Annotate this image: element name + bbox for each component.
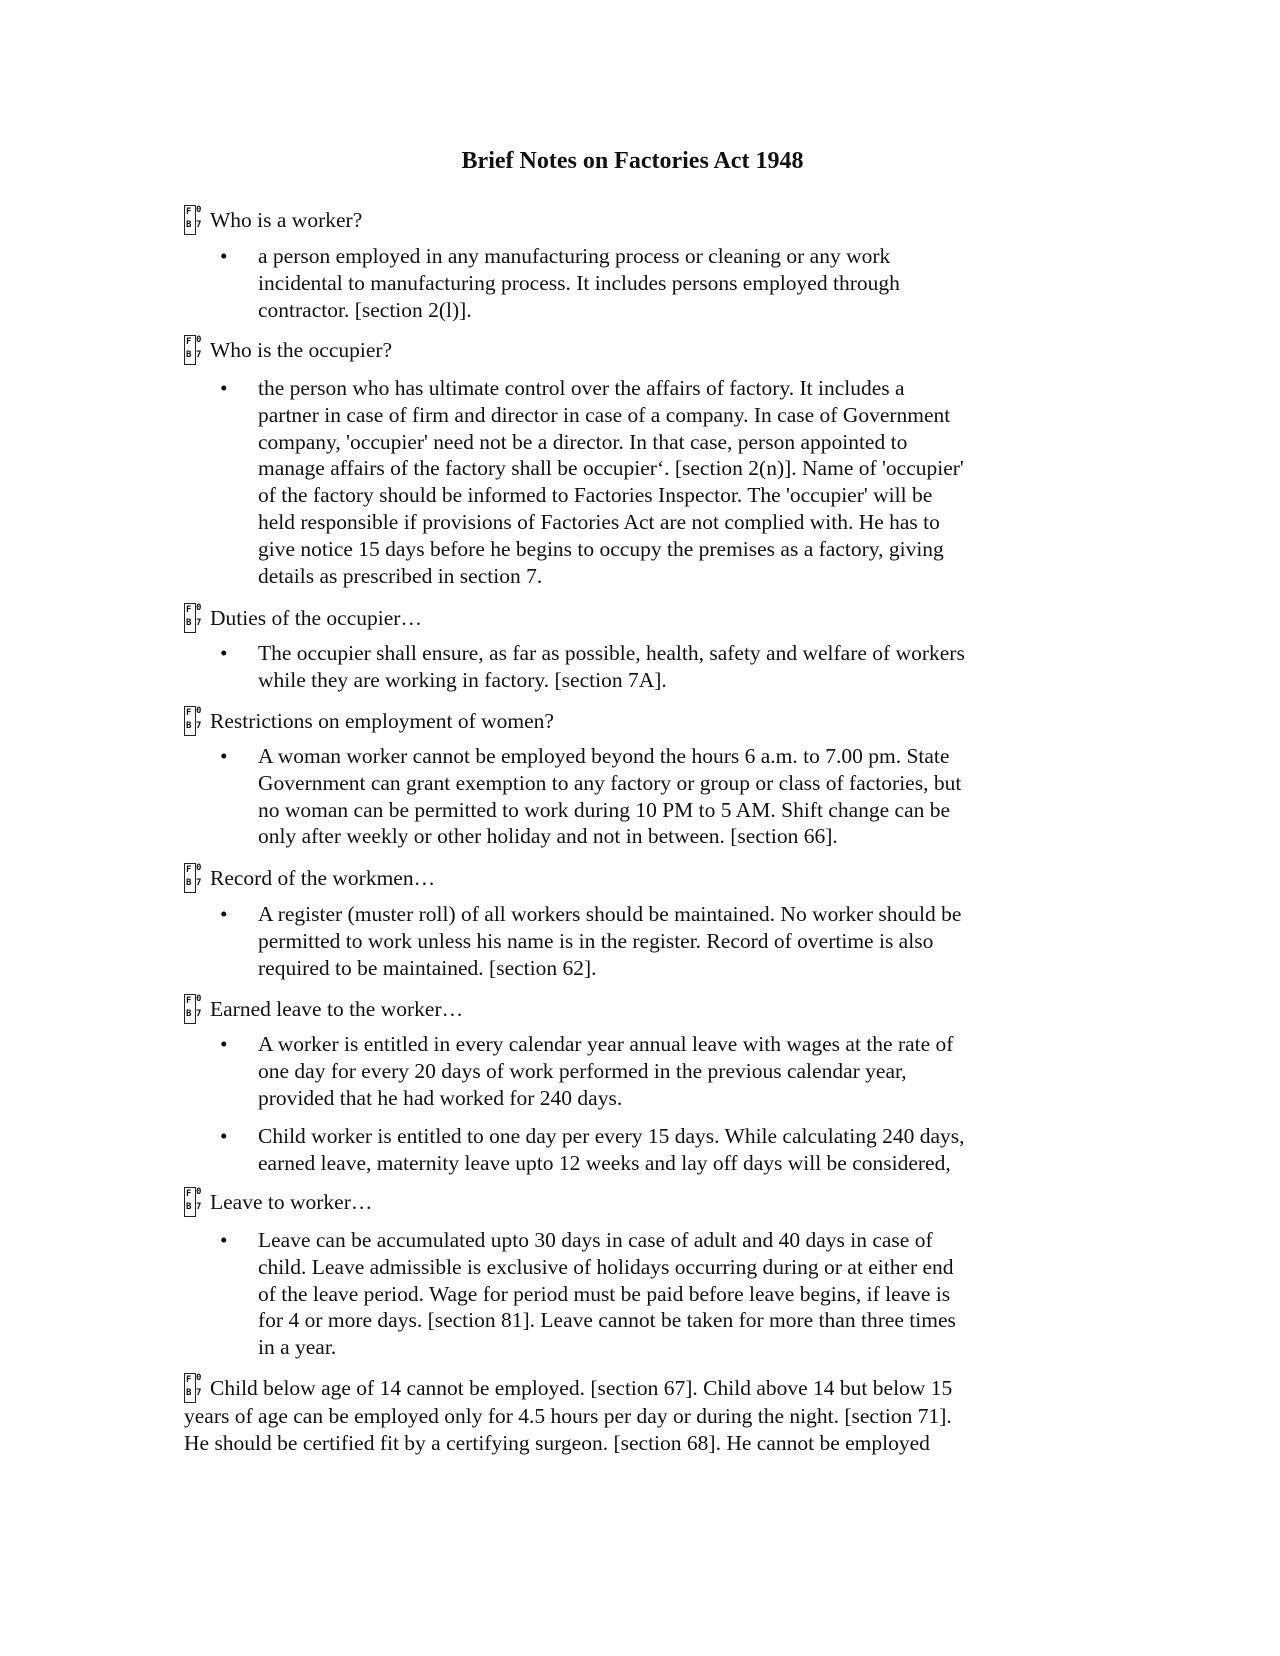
bullet-text-line: provided that he had worked for 240 days. bbox=[258, 1085, 623, 1110]
final-paragraph bbox=[184, 1373, 952, 1457]
bullet-text-line: for 4 or more days. [section 81]. Leave cannot be taken for more than three times bbox=[258, 1308, 956, 1333]
section-heading bbox=[184, 205, 362, 235]
section-heading bbox=[184, 706, 554, 736]
section-heading-text: Duties of the occupier… bbox=[210, 606, 422, 630]
section-heading-text: Earned leave to the worker… bbox=[210, 997, 464, 1021]
bullet-text-line: Child worker is entitled to one day per every 15 days. While calculating 240 days, bbox=[258, 1124, 965, 1148]
bullet-item bbox=[220, 1031, 954, 1111]
bullet-text-line: one day for every 20 days of work performed in the previous calendar year, bbox=[258, 1058, 907, 1083]
missing-glyph-bullet-icon: F 0 B 7 bbox=[184, 205, 206, 235]
missing-glyph-bullet-icon: F 0 B 7 bbox=[184, 863, 206, 893]
section-heading-text: Restrictions on employment of women? bbox=[210, 709, 554, 733]
bullet-text-line: manage affairs of the factory shall be occupier‘. [section 2(n)]. Name of 'occupier' bbox=[258, 456, 964, 481]
bullet-item bbox=[220, 375, 964, 589]
bullet-text-line: child. Leave admissible is exclusive of holidays occurring during or at either end bbox=[258, 1254, 954, 1279]
bullet-text-line: earned leave, maternity leave upto 12 weeks and lay off days will be considered, bbox=[258, 1150, 951, 1175]
bullet-text-line: company, 'occupier' need not be a director. In that case, person appointed to bbox=[258, 429, 908, 454]
bullet-text-line: A woman worker cannot be employed beyond the hours 6 a.m. to 7.00 pm. State bbox=[258, 744, 950, 768]
bullet-text-line: details as prescribed in section 7. bbox=[258, 563, 543, 588]
bullet-item bbox=[220, 743, 962, 850]
bullet-text-line: a person employed in any manufacturing process or cleaning or any work bbox=[258, 244, 891, 268]
bullet-text-line: permitted to work unless his name is in the register. Record of overtime is also bbox=[258, 928, 934, 953]
bullet-dot-icon: • bbox=[220, 641, 228, 665]
missing-glyph-bullet-icon: F 0 B 7 bbox=[184, 1373, 206, 1403]
bullet-text-line: held responsible if provisions of Factories Act are not complied with. He has to bbox=[258, 509, 940, 534]
bullet-dot-icon: • bbox=[220, 376, 228, 400]
bullet-text-line: Government can grant exemption to any factory or group or class of factories, but bbox=[258, 770, 962, 795]
bullet-text-line: A worker is entitled in every calendar year annual leave with wages at the rate of bbox=[258, 1032, 954, 1056]
bullet-text-line: of the factory should be informed to Factories Inspector. The 'occupier' will be bbox=[258, 483, 933, 508]
bullet-text-line: A register (muster roll) of all workers should be maintained. No worker should be bbox=[258, 902, 962, 926]
missing-glyph-bullet-icon: F 0 B 7 bbox=[184, 994, 206, 1024]
bullet-dot-icon: • bbox=[220, 902, 228, 926]
bullet-dot-icon: • bbox=[220, 1124, 228, 1148]
bullet-item bbox=[220, 640, 965, 694]
bullet-text-line: of the leave period. Wage for period must be paid before leave begins, if leave is bbox=[258, 1281, 951, 1306]
bullet-dot-icon: • bbox=[220, 744, 228, 768]
document-title: Brief Notes on Factories Act 1948 bbox=[461, 148, 804, 174]
bullet-text-line: no woman can be permitted to work during 10 PM to 5 AM. Shift change can be bbox=[258, 797, 951, 822]
bullet-dot-icon: • bbox=[220, 244, 228, 268]
section-heading bbox=[184, 994, 463, 1024]
bullet-text-line: incidental to manufacturing process. It includes persons employed through bbox=[258, 270, 900, 295]
bullet-text-line: in a year. bbox=[258, 1335, 337, 1360]
section-heading-text: Who is a worker? bbox=[210, 208, 363, 232]
bullet-text-line: Leave can be accumulated upto 30 days in case of adult and 40 days in case of bbox=[258, 1228, 933, 1252]
bullet-text-line: partner in case of firm and director in case of a company. In case of Government bbox=[258, 402, 951, 427]
bullet-text-line: contractor. [section 2(l)]. bbox=[258, 297, 472, 322]
bullet-item bbox=[220, 1227, 956, 1361]
missing-glyph-bullet-icon: F 0 B 7 bbox=[184, 706, 206, 736]
missing-glyph-bullet-icon: F 0 B 7 bbox=[184, 335, 206, 365]
paragraph-line: years of age can be employed only for 4.5 hours per day or during the night. [section 71]. bbox=[184, 1404, 952, 1428]
bullet-text-line: while they are working in factory. [section 7A]. bbox=[258, 667, 667, 692]
bullet-text-line: required to be maintained. [section 62]. bbox=[258, 955, 597, 980]
paragraph-line: F 0 B 7 Child below age of 14 cannot be employed. [section 67]. Child above 14 but below 15 bbox=[184, 1373, 952, 1403]
bullet-item bbox=[220, 243, 900, 323]
bullet-item bbox=[220, 901, 962, 981]
bullet-text-line: give notice 15 days before he begins to occupy the premises as a factory, giving bbox=[258, 536, 944, 561]
missing-glyph-bullet-icon: F 0 B 7 bbox=[184, 603, 206, 633]
section-heading-text: Leave to worker… bbox=[210, 1190, 373, 1214]
bullet-item bbox=[220, 1123, 965, 1177]
bullet-dot-icon: • bbox=[220, 1228, 228, 1252]
section-heading bbox=[184, 603, 422, 633]
section-heading-text: Who is the occupier? bbox=[210, 338, 393, 362]
bullet-text-line: only after weekly or other holiday and not in between. [section 66]. bbox=[258, 824, 838, 849]
section-heading bbox=[184, 1187, 372, 1217]
bullet-dot-icon: • bbox=[220, 1032, 228, 1056]
missing-glyph-bullet-icon: F 0 B 7 bbox=[184, 1187, 206, 1217]
section-heading bbox=[184, 863, 435, 893]
bullet-text-line: The occupier shall ensure, as far as possible, health, safety and welfare of workers bbox=[258, 641, 965, 665]
section-heading bbox=[184, 335, 392, 365]
paragraph-line: He should be certified fit by a certifying surgeon. [section 68]. He cannot be employed bbox=[184, 1430, 930, 1455]
section-heading-text: Record of the workmen… bbox=[210, 866, 436, 890]
bullet-text-line: the person who has ultimate control over the affairs of factory. It includes a bbox=[258, 376, 905, 400]
